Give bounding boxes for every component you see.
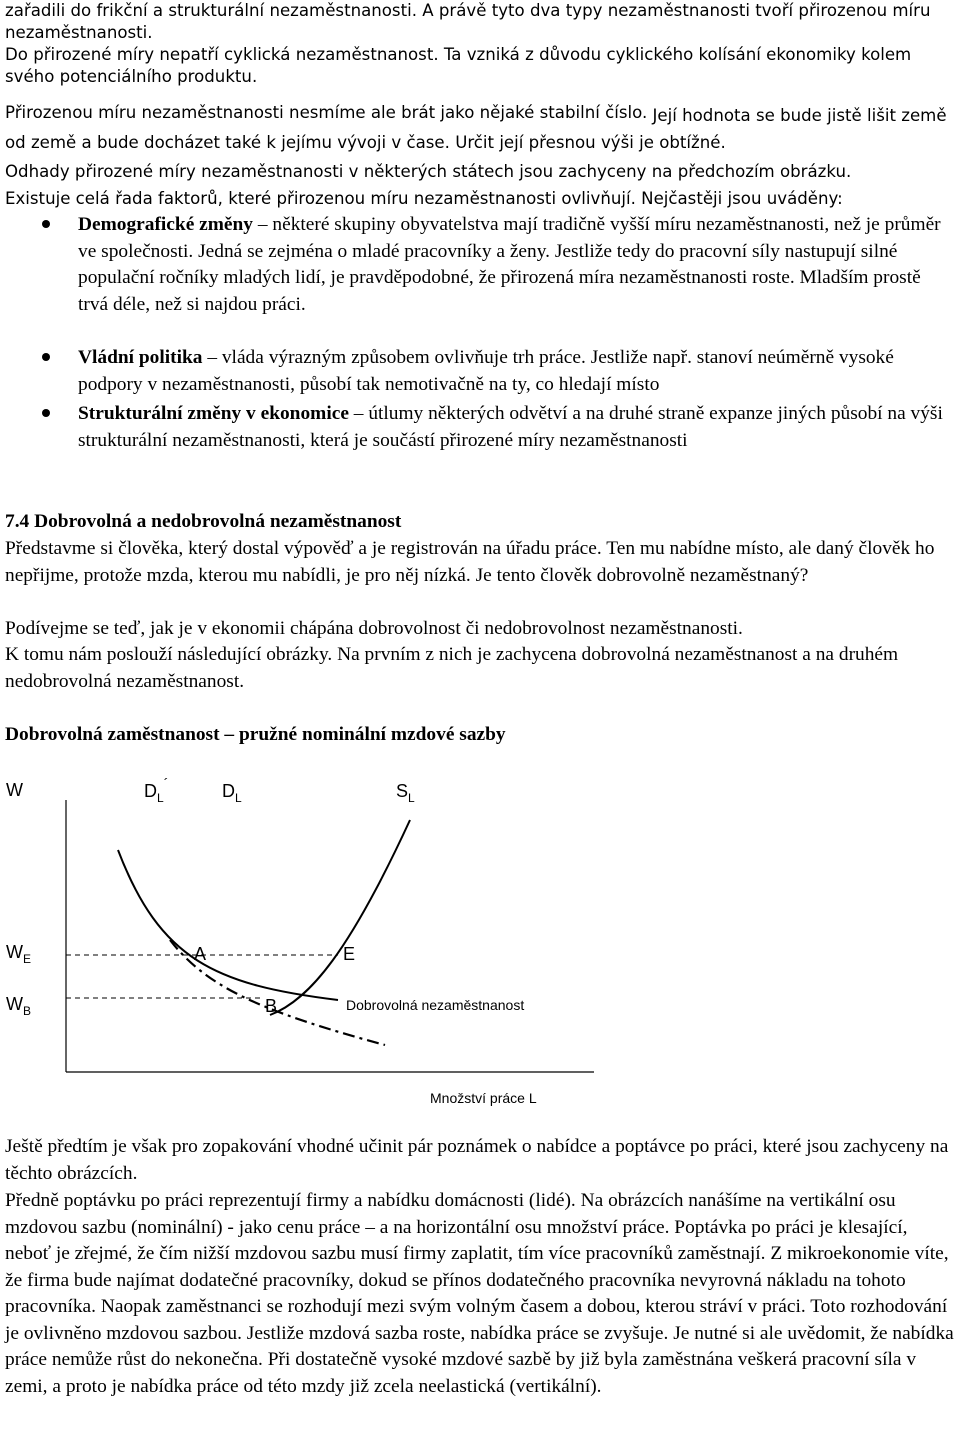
labor-market-chart [0,760,960,1120]
sentence: Přirozenou míru nezaměstnanosti nesmíme ale brát jako nějaké stabilní číslo. [5,103,648,122]
demand-curve-dl [118,850,338,1000]
wage-label-wb: $W_B$ [6,994,32,1018]
bullet-text: – útlumy některých odvětví a na druhé straně expanze jiných působí na výši strukturální nezaměstnanosti, která je součástí přirozené míry nezaměstnanosti [78,403,943,451]
hodnota-paragraph [5,102,957,156]
point-label-e: E [343,944,356,964]
bullet-vladni [78,345,944,398]
after-paragraph: Předně poptávku po práci reprezentují firmy a nabídku domácnosti (lidé). Na obrázcích nanášíme na vertikální osu mzdovou sazbu (nominální) - jako cenu práce – a na horizontální osu množství práce. Poptávka po práci je klesající, neboť je zřejmé, že čím nižší mzdovou sazbu musí firmy zaplatit, tím více pracovníků zaměstnají. Z mikroekonomie víte, že firma bude najímat dodatečné pracovníky, dokud se přínos dodatečného pracovníka nevyrovná nákladu na tohoto pracovníka. Naopak zaměstnanci se rozhodují mezi svým volným časem a dobou, kterou stráví v práci. Toto rozhodování je ovlivněno mzdovou sazbou. Jestliže mzdová sazba roste, nabídka práce se zvyšuje. Je nutné si ale uvědomit, že nabídka práce nemůže růst do nekonečna. Při dostatečně vysoké mzdové sazbě by již byla zaměstnána veškerá pracovní síla v zemi, a proto je nabídka práce od této mzdy již zcela neelastická (vertikální). [5,1190,954,1397]
bullet-strukturalni [78,401,944,454]
after-paragraph: Ještě předtím je však pro zopakování vhodné učinit pár poznámek o nabídce a poptávce po práci, které jsou zachyceny na těchto obrázcích. [5,1136,949,1184]
bullet-text: – některé skupiny obyvatelstva mají tradičně vyšší míru nezaměstnanosti, než je průměr ve společnosti. Jedná se zejména o mladé pracovníky a ženy. Jestliže tedy do pracovní síly nastupují silné populační ročníky mladých lidí, je pravděpodobné, že přirozená míra nezaměstnanosti roste. Mladším prostě trvá déle, než si najdou práci. [78,214,941,315]
bullet-term: Demografické změny [78,214,253,235]
point-label-a: A [194,944,207,964]
section-paragraph: Představme si člověka, který dostal výpověď a je registrován na úřadu práce. Ten mu nabídne místo, ale daný člověk ho nepřijme, protože mzda, kterou mu nabídli, je pro něj nízká. Je tento člověk dobrovolně nezaměstnaný? [5,538,935,586]
bullet-dot [42,353,50,361]
chart-title: Dobrovolná zaměstnanost – pružné nominální mzdové sazby [5,724,506,745]
intro-paragraph: Do přirozené míry nepatří cyklická nezaměstnanost. Ta vzniká z důvodu cyklického kolísání ekonomiky kolem svého potenciálního produktu. [5,45,912,86]
bullet-term: Strukturální změny v ekonomice [78,403,349,424]
bullet-demograficke [78,212,944,318]
y-axis-label: W [6,780,23,800]
intro-paragraph: zařadili do frikční a strukturální nezaměstnanosti. A právě tyto dva typy nezaměstnanosti tvoří přirozenou míru nezaměstnanosti. [5,1,931,42]
chart-annotation: Dobrovolná nezaměstnanost [346,997,525,1013]
sentence: Nejčastěji jsou uváděny: [641,189,843,208]
odhady-paragraph: Odhady přirozené míry nezaměstnanosti v některých státech jsou zachyceny na předchozím obrázku. [5,162,852,181]
x-axis-label: Množství práce L [430,1090,537,1106]
bullet-dot [42,220,50,228]
supply-curve-sl [270,820,410,1015]
wage-label-we: $W_E$ [6,942,32,966]
section-heading: 7.4 Dobrovolná a nedobrovolná nezaměstnanost [5,511,402,532]
section-paragraph: K tomu nám poslouží následující obrázky. Na prvním z nich je zachycena dobrovolná nezaměstnanost a na druhém nedobrovolná nezaměstnanost. [5,644,899,692]
section-paragraph: Podívejme se teď, jak je v ekonomii chápána dobrovolnost či nedobrovolnost nezaměstnanosti. [5,618,743,639]
bullet-dot [42,409,50,417]
sentence: Její hodnota se bude jistě lišit země od země a bude docházet také k jejímu vývoji v čase. [5,106,947,152]
bullet-text: – vláda výrazným způsobem ovlivňuje trh práce. Jestliže např. stanoví neúměrně vysoké podpory v nezaměstnanosti, působí tak nemotivačně na ty, co hledají místo [78,347,894,395]
faktory-paragraph [5,188,957,210]
curve-label-dl: $D_L$ [222,781,242,805]
sentence: Určit její přesnou výši je obtížné. [455,133,726,152]
curve-label-sl: $S_L$ [396,781,415,805]
point-label-b: B [265,996,278,1016]
sentence: Existuje celá řada faktorů, které přirozenou míru nezaměstnanosti ovlivňují. [5,189,636,208]
curve-label-dl-prime: $D_L^´$ [144,775,169,805]
bullet-term: Vládní politika [78,347,203,368]
